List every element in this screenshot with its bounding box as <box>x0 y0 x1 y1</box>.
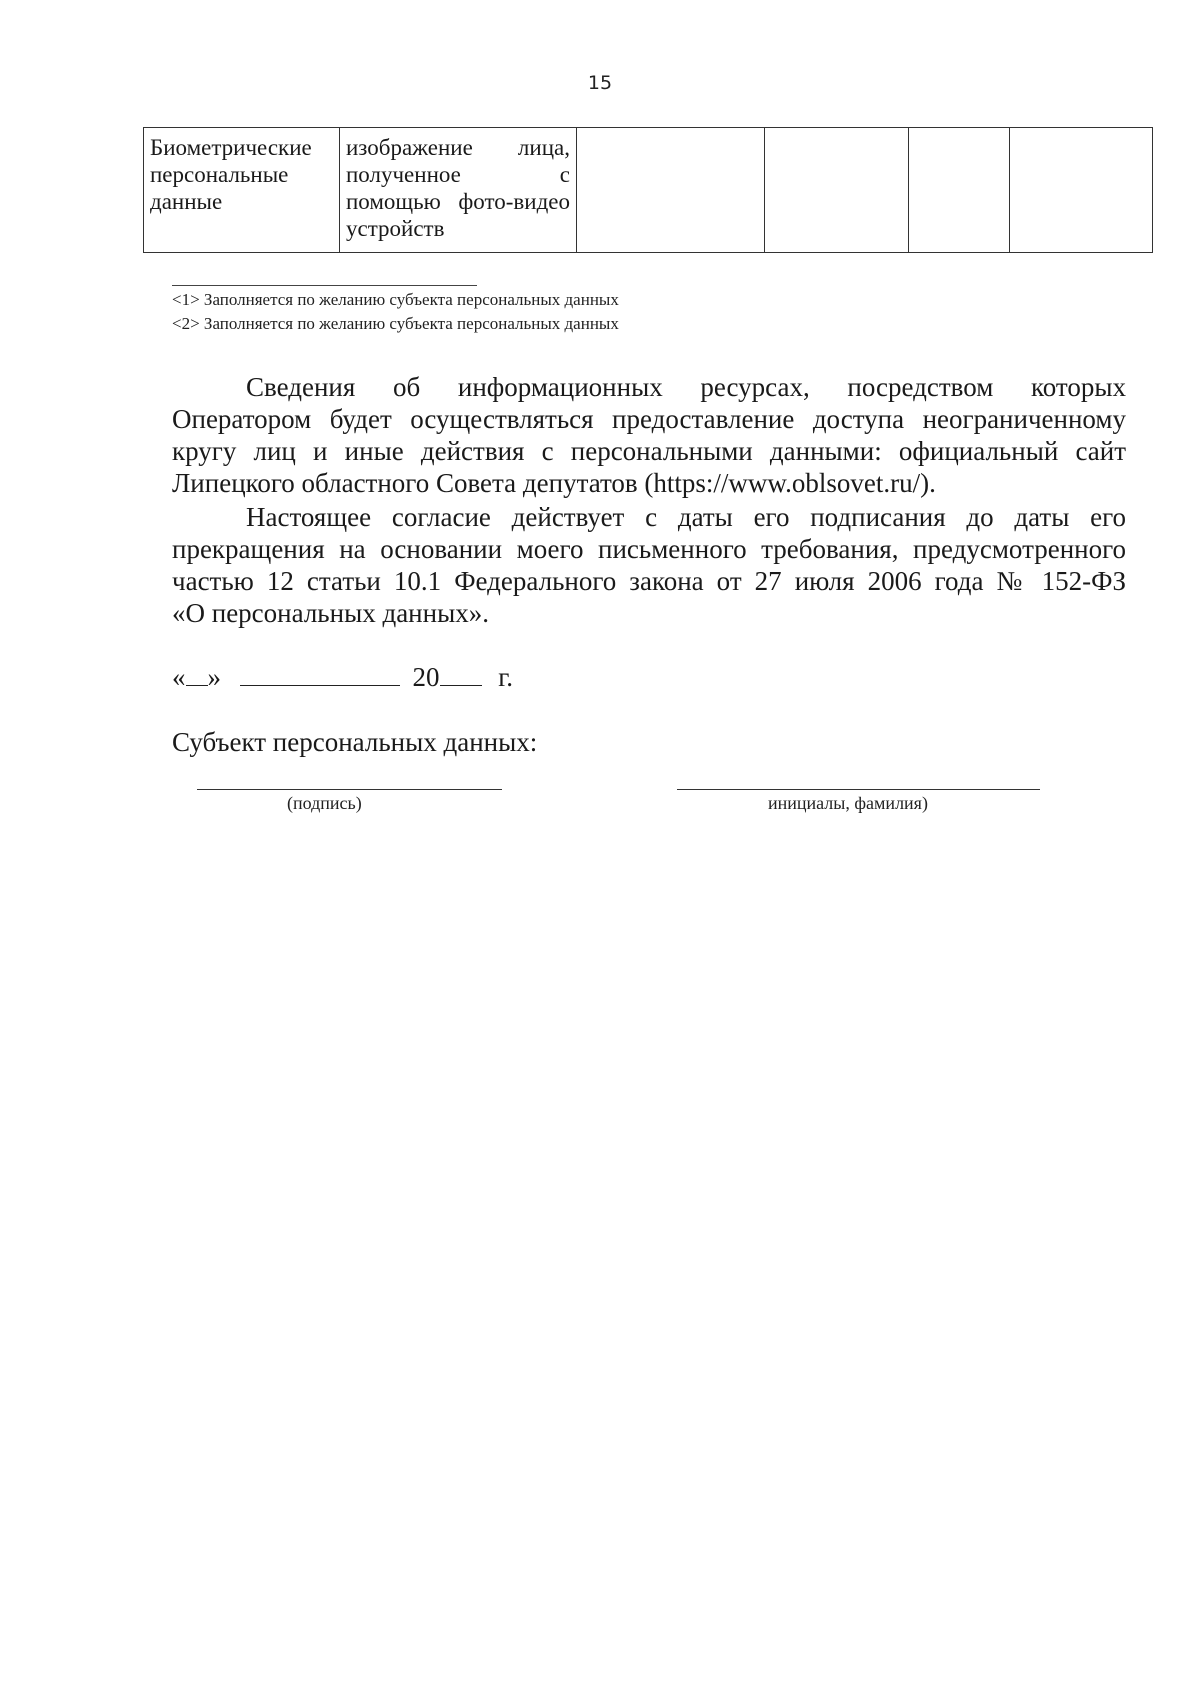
category-line: данные <box>150 189 223 214</box>
info-resources-paragraph <box>172 371 1126 499</box>
date-close-quote: » <box>207 662 221 692</box>
personal-data-table <box>143 127 1153 253</box>
table-row <box>144 128 1153 253</box>
name-line[interactable] <box>677 789 1040 790</box>
name-caption: инициалы, фамилия) <box>768 793 928 813</box>
footnote-2: <2> Заполняется по желанию субъекта персональных данных <box>172 314 619 333</box>
month-blank[interactable] <box>240 661 400 686</box>
empty-cell <box>577 128 765 253</box>
signature-line[interactable] <box>197 789 502 790</box>
signature-caption: (подпись) <box>287 793 362 813</box>
category-line: персональные <box>150 162 289 187</box>
category-cell <box>144 128 340 253</box>
paragraph-line: Липецкого областного Совета депутатов (https://www.oblsovet.ru/). <box>172 468 936 498</box>
year-prefix: 20 <box>412 662 440 692</box>
year-suffix: г. <box>498 662 514 692</box>
paragraph-line: Оператором будет осуществляться предоставление доступа неограниченному <box>172 404 1126 434</box>
date-open-quote: « <box>172 662 186 692</box>
empty-cell <box>909 128 1010 253</box>
day-blank[interactable] <box>186 661 208 686</box>
footnote-1: <1> Заполняется по желанию субъекта персональных данных <box>172 290 619 309</box>
description-line: полученное с <box>346 162 570 187</box>
paragraph-line: кругу лиц и иные действия с персональными данными: официальный сайт <box>172 436 1126 466</box>
paragraph-line: Сведения об информационных ресурсах, посредством которых <box>246 372 1126 402</box>
page-number: 15 <box>587 72 613 94</box>
date-line <box>172 661 513 693</box>
paragraph-line: прекращения на основании моего письменного требования, предусмотренного <box>172 534 1126 564</box>
description-line: помощью фото-видео <box>346 189 570 214</box>
paragraph-line: Настоящее согласие действует с даты его подписания до даты его <box>246 502 1126 532</box>
year-blank[interactable] <box>440 661 482 686</box>
consent-validity-paragraph <box>172 501 1126 629</box>
category-line: Биометрические <box>150 135 312 160</box>
description-cell <box>340 128 577 253</box>
description-line: изображение лица, <box>346 135 570 160</box>
paragraph-line: «О персональных данных». <box>172 598 489 628</box>
description-line: устройств <box>346 216 445 241</box>
subject-label: Субъект персональных данных: <box>172 727 538 757</box>
paragraph-line: частью 12 статьи 10.1 Федерального закона от 27 июля 2006 года № 152-ФЗ <box>172 566 1126 596</box>
footnote-divider <box>172 285 477 286</box>
empty-cell <box>1010 128 1153 253</box>
empty-cell <box>765 128 909 253</box>
